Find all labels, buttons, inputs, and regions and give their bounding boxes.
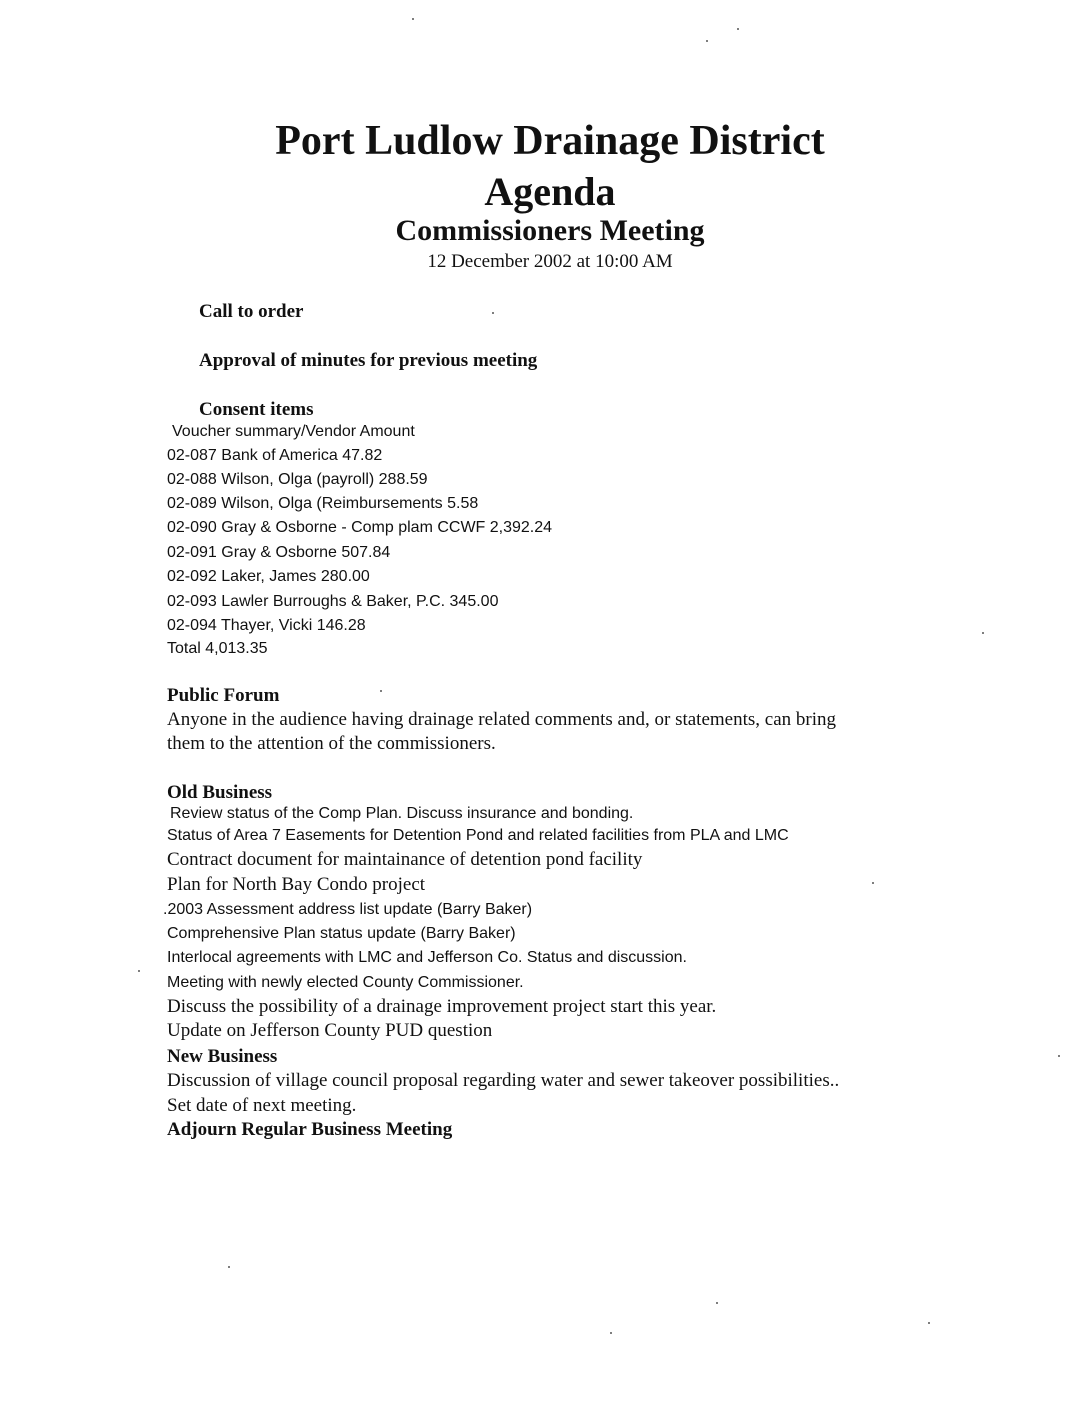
scan-speck <box>982 632 984 634</box>
adjourn-heading: Adjourn Regular Business Meeting <box>167 1119 453 1140</box>
old-business-item: .2003 Assessment address list update (Barry Baker) <box>163 901 533 918</box>
scan-speck <box>412 18 414 20</box>
old-business-item: Plan for North Bay Condo project <box>167 874 426 895</box>
new-business-item: Discussion of village council proposal regarding water and sewer takeover possibilities.. <box>167 1070 840 1091</box>
voucher-total: Total 4,013.35 <box>167 640 268 657</box>
public-forum-text-line: Anyone in the audience having drainage related comments and, or statements, can bring <box>167 709 836 730</box>
voucher-summary-header: Voucher summary/Vendor Amount <box>172 423 415 440</box>
voucher-item: 02-090 Gray & Osborne - Comp plam CCWF 2,392.24 <box>167 519 553 536</box>
voucher-item: 02-088 Wilson, Olga (payroll) 288.59 <box>167 471 428 488</box>
call-to-order-heading: Call to order <box>199 301 304 322</box>
voucher-item: 02-087 Bank of America 47.82 <box>167 447 383 464</box>
scan-speck <box>716 1302 718 1304</box>
meeting-date: 12 December 2002 at 10:00 AM <box>427 251 673 272</box>
voucher-item: 02-092 Laker, James 280.00 <box>167 568 370 585</box>
voucher-item: 02-089 Wilson, Olga (Reimbursements 5.58 <box>167 495 479 512</box>
scan-speck <box>380 690 382 692</box>
scan-speck <box>737 28 739 30</box>
document-agenda-heading: Agenda <box>484 169 616 214</box>
new-business-item: Set date of next meeting. <box>167 1095 357 1116</box>
public-forum-text-line: them to the attention of the commissioners. <box>167 733 496 754</box>
scan-speck <box>1058 1055 1060 1057</box>
old-business-item: Meeting with newly elected County Commissioner. <box>167 974 524 991</box>
voucher-item: 02-091 Gray & Osborne 507.84 <box>167 544 391 561</box>
scan-speck <box>872 882 874 884</box>
scan-speck <box>492 312 494 314</box>
voucher-item: 02-093 Lawler Burroughs & Baker, P.C. 345.00 <box>167 593 499 610</box>
old-business-item: Contract document for maintainance of detention pond facility <box>167 849 643 870</box>
old-business-item: Status of Area 7 Easements for Detention Pond and related facilities from PLA and LMC <box>167 827 789 844</box>
scan-speck <box>928 1322 930 1324</box>
old-business-item: Review status of the Comp Plan. Discuss insurance and bonding. <box>170 805 634 822</box>
meeting-type-heading: Commissioners Meeting <box>395 214 705 247</box>
scan-speck <box>228 1266 230 1268</box>
old-business-item: Discuss the possibility of a drainage improvement project start this year. <box>167 996 717 1017</box>
new-business-heading: New Business <box>167 1046 278 1067</box>
document-title: Port Ludlow Drainage District <box>275 118 825 164</box>
approval-of-minutes-heading: Approval of minutes for previous meeting <box>199 350 538 371</box>
voucher-item: 02-094 Thayer, Vicki 146.28 <box>167 617 366 634</box>
scan-speck <box>610 1332 612 1334</box>
old-business-item: Comprehensive Plan status update (Barry Baker) <box>167 925 516 942</box>
old-business-item: Interlocal agreements with LMC and Jefferson Co. Status and discussion. <box>167 949 687 966</box>
old-business-item: Update on Jefferson County PUD question <box>167 1020 493 1041</box>
scan-speck <box>706 40 708 42</box>
old-business-heading: Old Business <box>167 782 273 803</box>
consent-items-heading: Consent items <box>199 399 314 420</box>
public-forum-heading: Public Forum <box>167 685 280 706</box>
scan-speck <box>138 970 140 972</box>
